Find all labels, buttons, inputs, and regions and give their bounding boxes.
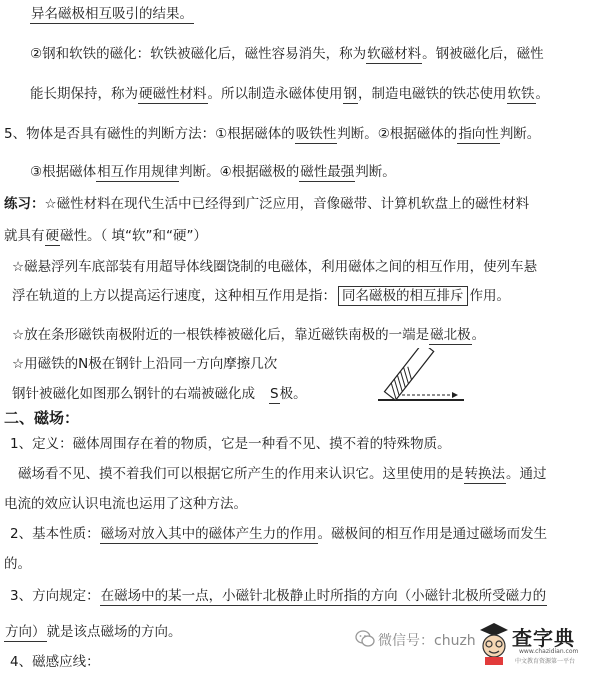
underlined-answer: 软铁 [507,86,535,102]
text-span: 判断。 [499,126,541,142]
text-span: 钢针被磁化如图那么钢针的右端被磁化成 [12,386,255,402]
underlined-answer: 钢 [343,86,357,102]
wechat-icon [355,629,375,649]
text-line [10,586,547,606]
text-span: 。钢被磁化后，磁性 [422,46,544,62]
bar-magnet [384,348,433,400]
text-line [4,554,31,574]
magnet-needle-figure [372,348,468,412]
text-span: 。 [471,327,486,343]
underlined-answer: 指向性 [458,126,499,142]
text-line [12,354,277,374]
text-span: 4、磁感应线： [10,654,100,670]
text-span: 。 [293,386,307,402]
underlined-answer: 转换法 [464,466,505,482]
text-span: 二、磁场： [4,409,80,427]
underlined-answer: S [270,386,279,402]
section-heading [4,408,79,428]
logo-url: www.chazidian.com [519,648,579,655]
text-line [18,464,547,484]
text-line [10,524,547,544]
text-span: 能长期保持，称为 [30,86,138,102]
text-span: ，制造电磁铁的铁芯使用 [358,86,507,102]
text-span: 判断。④根据磁极的 [179,164,300,180]
chazidian-logo [477,618,595,670]
text-span: 磁性。（ 填“软”和“硬”） [60,228,208,244]
text-line [4,622,182,642]
underlined-answer: 软磁材料 [367,46,422,62]
underlined-answer: 相互作用规律 [97,164,179,180]
text-line [30,84,549,104]
text-line [30,162,396,182]
text-line [10,434,451,454]
text-line [30,44,544,64]
text-span: 。所以制造永磁体使用 [207,86,343,102]
underlined-answer: 磁场对放入其中的磁体产生力的作用 [100,526,317,542]
text-line [12,325,485,345]
text-line [10,652,100,672]
text-span: 。 [535,86,549,102]
text-line [30,4,194,24]
text-span: 磁场看不见、摸不着我们可以根据它所产生的作用来认识它。这里使用的是 [18,466,464,482]
text-span: 2、基本性质： [10,526,100,542]
underlined-answer: 方向） [5,624,46,640]
text-span: 。磁极间的相互作用是通过磁场而发生 [317,526,548,542]
text-span: 1、定义：磁体周围存在着的物质，它是一种看不见、摸不着的特殊物质。 [10,436,451,452]
underlined-answer: 硬 [45,228,59,244]
text-span: 的。 [4,556,31,572]
text-span: ☆用磁铁的N极在钢针上沿同一方向摩擦几次 [12,356,278,372]
text-span: 就具有 [4,228,45,244]
text-span: 极 [279,386,294,402]
text-span: ②钢和软铁的磁化：软铁被磁化后，磁性容易消失，称为 [30,46,367,62]
text-span: ☆磁悬浮列车底部装有用超导体线圈饶制的电磁体，利用磁体之间的相互作用，使列车悬 [12,259,538,275]
text-line [12,286,510,306]
text-span: 判断。 [355,164,396,180]
underlined-answer: 硬磁性材料 [139,86,207,102]
text-span: 浮在轨道的上方以提高运行速度，这种相互作用是指： [12,288,336,304]
text-span: 5、物体是否具有磁性的判断方法：①根据磁体的 [4,126,295,142]
logo-subtitle: 中文教育资源第一平台 [515,658,576,665]
text-span: ☆磁性材料在现代生活中已经得到广泛应用，音像磁带、计算机软盘上的磁性材料 [44,196,530,212]
text-span: 判断。②根据磁体的 [337,126,458,142]
text-span: ③根据磁体 [30,164,97,180]
text-line [4,124,540,144]
text-line [4,194,529,214]
text-span: 3、方向规定： [10,588,100,604]
logo-text: 查字典 [512,626,575,650]
underlined-answer: 异名磁极相互吸引的结果。 [31,6,193,22]
mascot-icon [477,620,511,666]
underlined-answer: 磁北极 [430,327,471,343]
text-line [12,384,307,404]
underlined-answer: 磁性最强 [300,164,355,180]
text-span: ☆放在条形磁铁南极附近的一根铁棒被磁化后，靠近磁铁南极的一端是 [12,327,430,343]
underlined-answer: 吸铁性 [295,126,337,142]
text-span: 就是该点磁场的方向。 [46,624,182,640]
underlined-answer: 同名磁极的相互排斥 [338,286,468,306]
practice-label: 练习： [4,196,45,212]
wechat-id-text: 微信号：chuzh [378,633,476,649]
text-span: 电流的效应认识电流也运用了这种方法。 [4,496,247,512]
arrow-head [452,392,458,398]
text-line [4,494,247,514]
underlined-answer: 在磁场中的某一点，小磁针北极静止时所指的方向（小磁针北极所受磁力的 [100,588,547,604]
text-line [4,226,207,246]
text-span: 作用。 [469,288,510,304]
text-line [12,257,537,277]
text-span: 。通过 [506,466,547,482]
watermark [355,618,595,668]
